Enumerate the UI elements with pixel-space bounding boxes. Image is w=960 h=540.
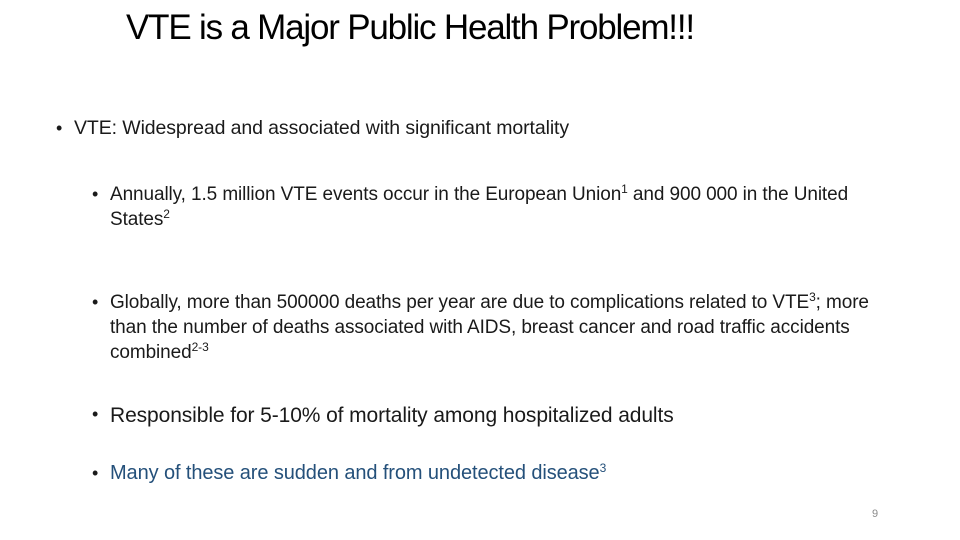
bullet-dot: • xyxy=(92,292,99,312)
citation-superscript: 2-3 xyxy=(191,340,209,354)
sub-bullet-text xyxy=(110,182,912,232)
sub-bullet-text xyxy=(110,290,892,365)
bullet-dot: • xyxy=(92,463,99,483)
main-bullet-text: VTE: Widespread and associated with significant mortality xyxy=(74,117,570,139)
text-segment: Annually, 1.5 million VTE events occur in the European Union xyxy=(110,184,622,205)
sub-bullet-hospital-mortality xyxy=(92,402,892,430)
citation-superscript: 2 xyxy=(163,207,170,221)
bullet-dot: • xyxy=(92,404,99,424)
sub-bullet-text: Responsible for 5-10% of mortality among hospitalized adults xyxy=(110,404,674,427)
citation-superscript: 3 xyxy=(599,461,607,475)
citation-superscript: 3 xyxy=(809,290,816,304)
sub-bullet-global-deaths xyxy=(92,290,892,365)
slide-title: VTE is a Major Public Health Problem!!! xyxy=(126,8,694,47)
bullet-dot: • xyxy=(56,118,63,138)
citation-superscript: 1 xyxy=(621,182,628,196)
text-segment: ; more than the number of deaths associated with AIDS, breast cancer and road traffic accidents combined xyxy=(110,292,869,363)
sub-bullet-annual-events xyxy=(92,182,912,232)
bullet-dot: • xyxy=(92,184,99,204)
sub-bullet-text xyxy=(110,461,606,486)
text-segment: Globally, more than 500000 deaths per year are due to complications related to VTE xyxy=(110,292,810,313)
sub-bullet-sudden-deaths xyxy=(92,461,892,486)
page-number: 9 xyxy=(872,508,879,520)
text-segment: Many of these are sudden and from undetected disease xyxy=(110,462,600,484)
main-bullet xyxy=(56,116,569,141)
text-segment: and 900 000 in the United States xyxy=(110,184,849,230)
